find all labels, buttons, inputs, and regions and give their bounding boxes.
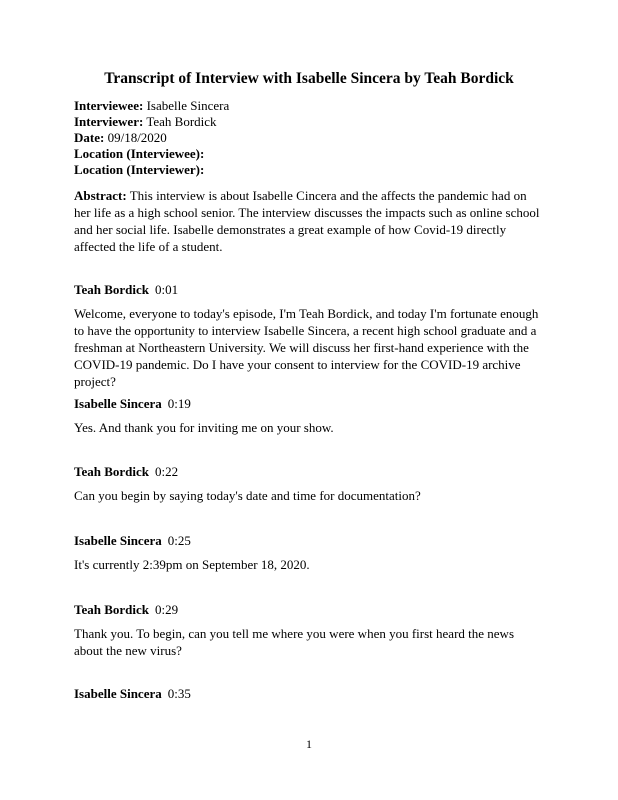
speaker-name: Isabelle Sincera <box>74 396 162 411</box>
timestamp: 0:19 <box>167 396 191 411</box>
meta-interviewee <box>74 98 554 114</box>
page-number: 1 <box>306 737 312 751</box>
meta-label: Location (Interviewer): <box>74 162 205 177</box>
meta-label: Date: <box>74 130 105 145</box>
timestamp: 0:25 <box>167 533 191 548</box>
timestamp: 0:29 <box>155 602 179 617</box>
document-title: Transcript of Interview with Isabelle Sincera by Teah Bordick <box>104 70 514 87</box>
timestamp: 0:22 <box>155 464 179 479</box>
abstract <box>74 187 544 255</box>
meta-location-interviewer <box>74 162 554 178</box>
speaker-line <box>74 602 178 618</box>
speaker-name: Teah Bordick <box>74 602 150 617</box>
meta-interviewer <box>74 114 554 130</box>
utterance-text: It's currently 2:39pm on September 18, 2020. <box>74 557 310 572</box>
meta-value: Teah Bordick <box>146 114 217 129</box>
timestamp: 0:35 <box>167 686 191 701</box>
speaker-name: Isabelle Sincera <box>74 686 162 701</box>
meta-value: 09/18/2020 <box>107 130 167 145</box>
utterance-text: Yes. And thank you for inviting me on your show. <box>74 420 334 435</box>
abstract-text: This interview is about Isabelle Cincera and the affects the pandemic had on her life as a high school senior. The interview discusses the impacts such as online school and her social life. Isabelle demonstrates a great example of how Covid-19 directly affected the life of a student. <box>74 188 540 254</box>
utterance-text: Can you begin by saying today's date and time for documentation? <box>74 488 421 503</box>
speaker-line <box>74 396 191 412</box>
speaker-name: Isabelle Sincera <box>74 533 162 548</box>
speaker-line <box>74 533 191 549</box>
meta-label: Location (Interviewee): <box>74 146 205 161</box>
timestamp: 0:01 <box>155 282 179 297</box>
meta-label: Interviewer: <box>74 114 144 129</box>
abstract-label: Abstract: <box>74 188 127 203</box>
meta-value: Isabelle Sincera <box>146 98 230 113</box>
speaker-line <box>74 282 178 298</box>
meta-label: Interviewee: <box>74 98 144 113</box>
interview-metadata <box>74 98 554 178</box>
speaker-line <box>74 464 178 480</box>
meta-date <box>74 130 554 146</box>
speaker-name: Teah Bordick <box>74 282 150 297</box>
utterance-text: Welcome, everyone to today's episode, I'm Teah Bordick, and today I'm fortunate enough to have the opportunity to interview Isabelle Sincera, a recent high school graduate and a freshman at Northeastern University. We will discuss her first-hand experience with the COVID-19 pandemic. Do I have your consent to interview for the COVID-19 archive project? <box>74 306 539 389</box>
speaker-line <box>74 686 191 702</box>
utterance-text: Thank you. To begin, can you tell me where you were when you first heard the news about the new virus? <box>74 626 515 658</box>
speaker-name: Teah Bordick <box>74 464 150 479</box>
meta-location-interviewee <box>74 146 554 162</box>
